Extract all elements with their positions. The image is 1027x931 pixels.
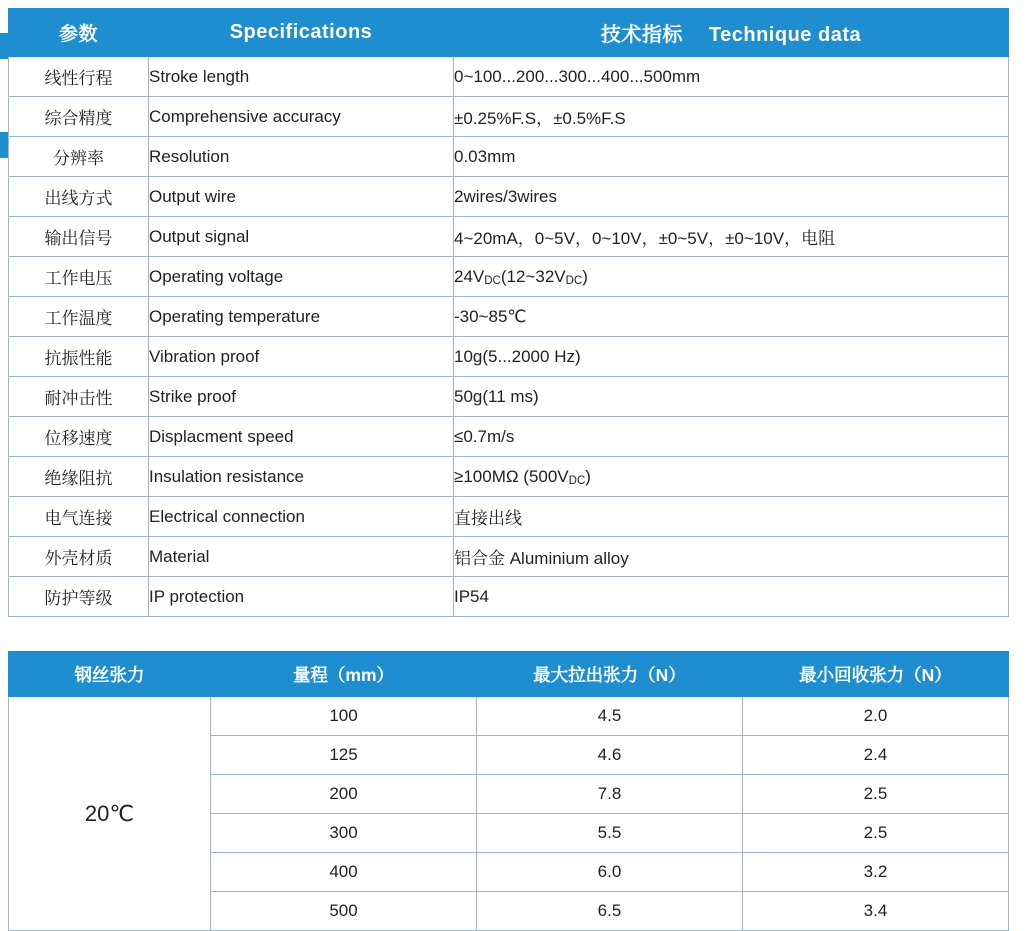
- row-label-cn: 工作电压: [9, 257, 149, 297]
- header-specifications: Specifications: [149, 9, 454, 57]
- row-value: 直接出线: [454, 497, 1009, 537]
- range-value: 500: [211, 892, 477, 931]
- max-pull-value: 4.6: [477, 736, 743, 775]
- row-label-cn: 防护等级: [9, 577, 149, 617]
- row-label-en: Stroke length: [149, 57, 454, 97]
- table-row: [9, 577, 1009, 617]
- max-pull-value: 6.0: [477, 853, 743, 892]
- row-label-cn: 分辨率: [9, 137, 149, 177]
- range-value: 300: [211, 814, 477, 853]
- row-value: 24VDC(12~32VDC): [454, 257, 1009, 297]
- min-retract-value: 3.4: [743, 892, 1009, 931]
- table-row: [9, 177, 1009, 217]
- range-value: 400: [211, 853, 477, 892]
- row-label-cn: 位移速度: [9, 417, 149, 457]
- min-retract-value: 3.2: [743, 853, 1009, 892]
- row-label-cn: 外壳材质: [9, 537, 149, 577]
- specifications-table-container: [8, 8, 1008, 617]
- table-header-row: [9, 9, 1009, 57]
- row-label-en: Comprehensive accuracy: [149, 97, 454, 137]
- row-label-en: Output signal: [149, 217, 454, 257]
- row-label-cn: 绝缘阻抗: [9, 457, 149, 497]
- header-technique-data: [454, 9, 1009, 57]
- tension-table-container: [8, 651, 1008, 931]
- row-value: 10g(5...2000 Hz): [454, 337, 1009, 377]
- row-label-en: Output wire: [149, 177, 454, 217]
- table-row: [9, 137, 1009, 177]
- row-label-cn: 线性行程: [9, 57, 149, 97]
- table-row: [9, 457, 1009, 497]
- row-label-en: Displacment speed: [149, 417, 454, 457]
- range-value: 200: [211, 775, 477, 814]
- tension-header-row: [9, 652, 1009, 697]
- row-label-en: IP protection: [149, 577, 454, 617]
- row-label-en: Strike proof: [149, 377, 454, 417]
- min-retract-value: 2.0: [743, 697, 1009, 736]
- table-row: [9, 57, 1009, 97]
- max-pull-value: 5.5: [477, 814, 743, 853]
- header-min-retract: 最小回收张力（N）: [743, 652, 1009, 697]
- row-value: 50g(11 ms): [454, 377, 1009, 417]
- row-value: ≥100MΩ (500VDC): [454, 457, 1009, 497]
- row-label-cn: 耐冲击性: [9, 377, 149, 417]
- range-value: 100: [211, 697, 477, 736]
- row-label-en: Resolution: [149, 137, 454, 177]
- row-label-cn: 电气连接: [9, 497, 149, 537]
- table-row: [9, 697, 1009, 736]
- tension-table-body: [9, 697, 1009, 931]
- header-param-cn: 参数: [9, 9, 149, 57]
- row-label-cn: 综合精度: [9, 97, 149, 137]
- row-value: 0~100...200...300...400...500mm: [454, 57, 1009, 97]
- table-row: [9, 337, 1009, 377]
- temperature-cell: 20℃: [9, 697, 211, 931]
- table-row: [9, 97, 1009, 137]
- table-row: [9, 497, 1009, 537]
- table-row: [9, 217, 1009, 257]
- row-value: ≤0.7m/s: [454, 417, 1009, 457]
- row-value: ±0.25%F.S，±0.5%F.S: [454, 97, 1009, 137]
- header-wire-tension: 钢丝张力: [9, 652, 211, 697]
- max-pull-value: 6.5: [477, 892, 743, 931]
- row-label-en: Insulation resistance: [149, 457, 454, 497]
- row-label-en: Operating temperature: [149, 297, 454, 337]
- row-label-en: Electrical connection: [149, 497, 454, 537]
- max-pull-value: 7.8: [477, 775, 743, 814]
- min-retract-value: 2.4: [743, 736, 1009, 775]
- row-label-en: Operating voltage: [149, 257, 454, 297]
- table-row: [9, 257, 1009, 297]
- row-value: IP54: [454, 577, 1009, 617]
- max-pull-value: 4.5: [477, 697, 743, 736]
- row-label-cn: 工作温度: [9, 297, 149, 337]
- header-max-pull: 最大拉出张力（N）: [477, 652, 743, 697]
- row-label-en: Material: [149, 537, 454, 577]
- specifications-table: [8, 8, 1009, 617]
- header-tech-cn: 技术指标: [600, 24, 683, 46]
- row-label-cn: 出线方式: [9, 177, 149, 217]
- range-value: 125: [211, 736, 477, 775]
- specifications-table-body: [9, 57, 1009, 617]
- row-label-cn: 抗振性能: [9, 337, 149, 377]
- tension-table: [8, 651, 1009, 931]
- header-tech-en: Technique data: [708, 24, 862, 46]
- row-label-cn: 输出信号: [9, 217, 149, 257]
- table-row: [9, 537, 1009, 577]
- row-value: 0.03mm: [454, 137, 1009, 177]
- min-retract-value: 2.5: [743, 775, 1009, 814]
- row-value: -30~85℃: [454, 297, 1009, 337]
- row-value: 2wires/3wires: [454, 177, 1009, 217]
- table-row: [9, 417, 1009, 457]
- row-value: 4~20mA，0~5V，0~10V，±0~5V，±0~10V，电阻: [454, 217, 1009, 257]
- row-label-en: Vibration proof: [149, 337, 454, 377]
- min-retract-value: 2.5: [743, 814, 1009, 853]
- table-row: [9, 377, 1009, 417]
- header-range: 量程（mm）: [211, 652, 477, 697]
- table-row: [9, 297, 1009, 337]
- row-value: 铝合金 Aluminium alloy: [454, 537, 1009, 577]
